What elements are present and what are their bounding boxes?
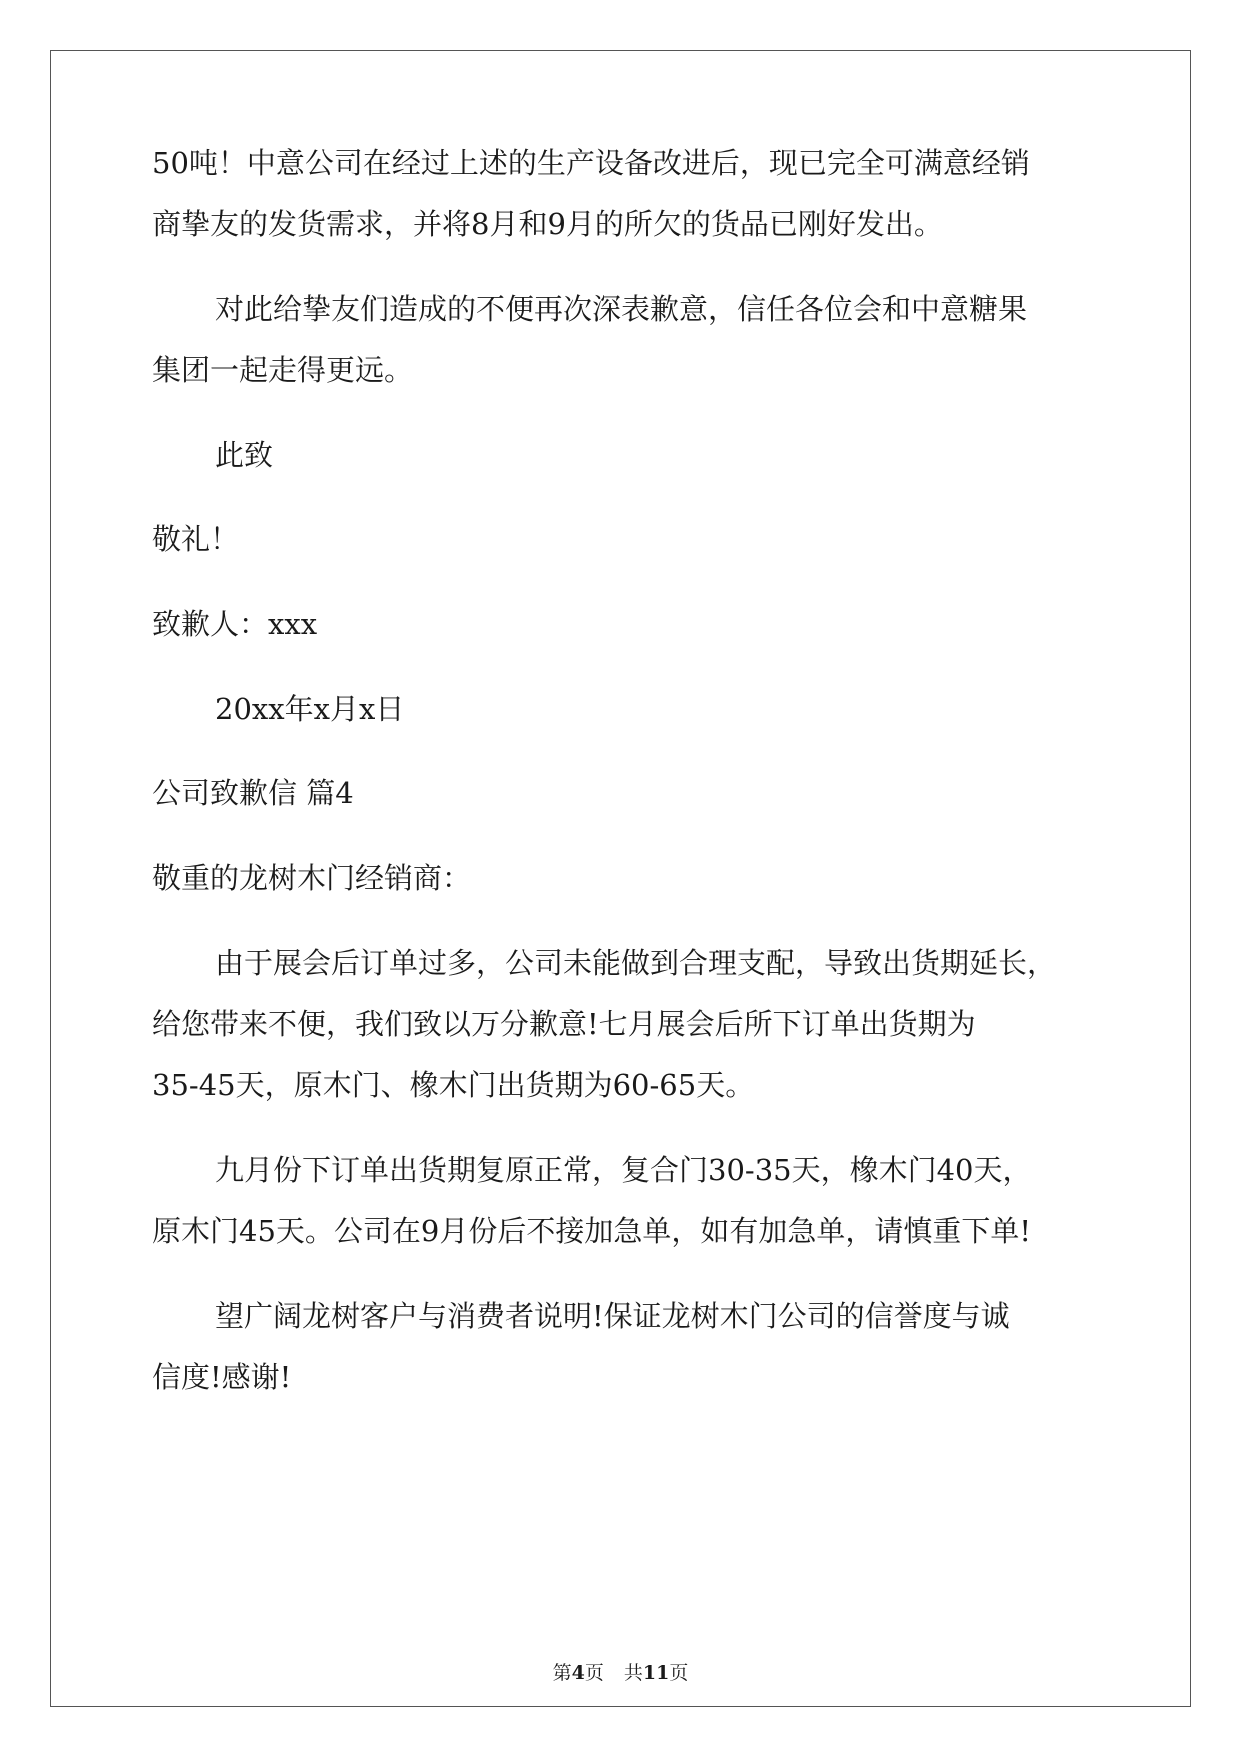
total-prefix: 共: [623, 1662, 643, 1684]
text-line: 商挚友的发货需求，并将8月和9月的所欠的货品已刚好发出。: [152, 207, 943, 241]
page-number: 4: [571, 1662, 585, 1684]
text-line: 50吨！中意公司在经过上述的生产设备改进后，现已完全可满意经销: [152, 146, 1030, 180]
text-line: 由于展会后订单过多，公司未能做到合理支配，导致出货期延长，: [215, 946, 1057, 980]
text-line: 集团一起走得更远。: [152, 353, 414, 387]
text-line: 此致: [215, 438, 274, 472]
page-footer: [0, 1658, 1241, 1685]
total-pages: 11: [642, 1662, 670, 1684]
text-line: 敬重的龙树木门经销商：: [152, 861, 472, 895]
total-suffix: 页: [669, 1662, 689, 1684]
text-line: 信度!感谢!: [152, 1360, 292, 1394]
text-line: 九月份下订单出货期复原正常，复合门30-35天，橡木门40天，: [215, 1153, 1032, 1187]
page-suffix: 页: [584, 1662, 604, 1684]
text-line: 致歉人：xxx: [152, 607, 318, 641]
text-line: 原木门45天。公司在9月份后不接加急单，如有加急单，请慎重下单!: [152, 1214, 1032, 1248]
text-line: 敬礼！: [152, 522, 240, 556]
text-line: 35-45天，原木门、橡木门出货期为60-65天。: [152, 1068, 755, 1102]
page-prefix: 第: [552, 1662, 572, 1684]
text-line: 望广阔龙树客户与消费者说明!保证龙树木门公司的信誉度与诚: [215, 1299, 1010, 1333]
text-line: 20xx年x月x日: [215, 692, 405, 726]
text-line: 公司致歉信 篇4: [152, 776, 354, 810]
text-line: 对此给挚友们造成的不便再次深表歉意，信任各位会和中意糖果: [215, 292, 1028, 326]
text-line: 给您带来不便，我们致以万分歉意!七月展会后所下订单出货期为: [152, 1007, 976, 1041]
